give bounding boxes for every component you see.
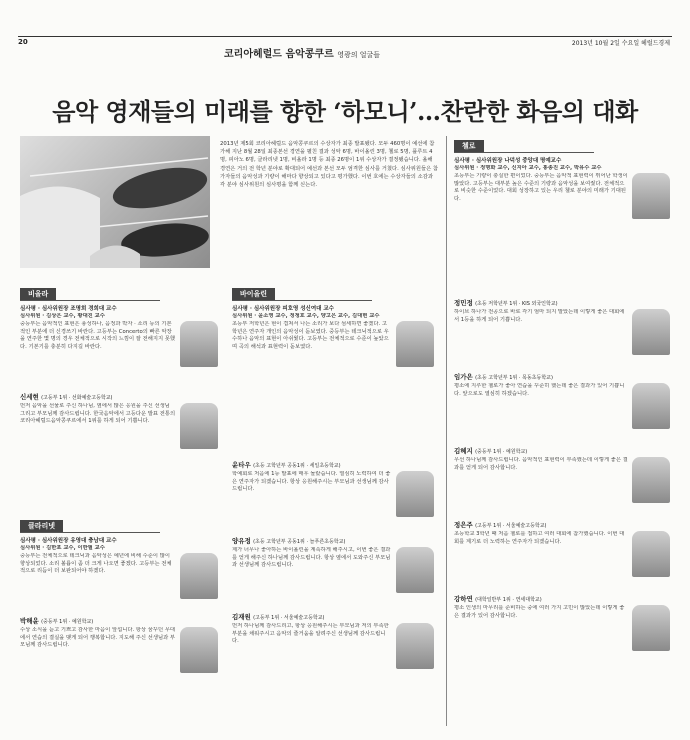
viola-judges: 심사위원 · 김상은 교수, 황대진 교수 <box>20 313 105 319</box>
violin-review: 초등부 저학년은 현이 겹쳐서 나는 소리가 보다 섬세하면 좋겠다. 고학년은 연주자 개인의 음악성이 돋보였다. 중등부는 테크닉적으로 우수하나 음악의 표현이 아쉬웠다. 고등부는 전체적으로 수준이 높았으며 곡의 해석과 표현력이 돋보였다. <box>232 320 389 351</box>
violin-winner2-text: 제가 너무나 좋아하는 바이올린을 계속하게 해주시고, 이번 좋은 결과를 얻게 해주신 하나님께 감사드립니다. 항상 옆에서 도와주신 부모님과 선생님께 감사드립니다. <box>232 546 391 569</box>
column-divider <box>446 136 447 726</box>
cello-w3-name: 김혜지 <box>454 446 473 455</box>
cello-w3-text: 우선 하나님께 감사드립니다. 음악적인 표현력이 부족했는데 이렇게 좋은 결과를 얻게 되어 감사합니다. <box>454 456 628 471</box>
violin-winner3-meta: (고등부 1위 · 서울예술고등학교) <box>253 614 325 621</box>
viola-winner <box>20 393 220 403</box>
violin-winner1-photo <box>396 471 434 517</box>
clarinet-judge-head: 심사평 · 심사위원장 유영대 충남대 교수 <box>20 538 117 544</box>
violin-judges: 심사위원 · 윤소영 교수, 정청호 교수, 양고은 교수, 김대현 교수 <box>232 313 380 319</box>
cello-judge-head: 심사평 · 심사위원장 나덕성 중앙대 명예교수 <box>454 158 562 164</box>
cello-w5-name: 강하연 <box>454 594 473 603</box>
cello-section <box>454 140 674 651</box>
cello-w5-meta: (대학일반부 1위 · 연세대학교) <box>475 596 542 603</box>
clarinet-judge-photo <box>180 553 218 599</box>
clarinet-winner-text: 수상 소식을 듣고 기쁘고 감사한 마음이 앞섭니다. 항상 꿈꾸던 무대에서 연습의 결실을 맺게 되어 행복합니다. 지도해 주신 선생님과 부모님께 감사드립니다. <box>20 626 175 649</box>
cello-judges: 심사위원 · 정명화 교수, 신지아 교수, 홍종진 교수, 박유수 교수 <box>454 165 602 171</box>
violin-judge-photo <box>396 321 434 367</box>
cello-w4-name: 정은주 <box>454 520 473 529</box>
violin-winner3-photo <box>396 623 434 669</box>
violin-tag: 바이올린 <box>232 288 372 301</box>
viola-review: 중등부는 음악적인 표현은 풍성하나, 음정과 박자 · 소리 등의 기본적인 부분에 더 신경쓰기 바란다. 고등부는 Concerto의 빠른 악장을 연주한 몇 명의 경우 전체적으로 시작의 느낌이 잘 전해지지 못했다. 기본기를 충분히 다지길 바란다. <box>20 320 175 351</box>
clarinet-section <box>20 520 220 675</box>
viola-winner-text: 먼저 음악을 선물로 주신 하나님, 옆에서 많은 응원을 주신 선생님 그리고 부모님께 감사드립니다. 한국음악에서 고등다운 발표 전통의 코리아헤럴드음악콩쿠르에서 1위를 하게 되어 기쁩니다. <box>20 402 176 425</box>
cello-judge-photo <box>632 173 670 219</box>
clarinet-judges: 심사위원 · 김한포 교수, 이한필 교수 <box>20 545 105 551</box>
banner-title: 코리아헤럴드 음악콩쿠르 <box>224 49 334 60</box>
cello-review: 초등부는 기량이 충실한 편이었다. 중등부는 음악적 표현력이 뛰어난 학생이 많았다. 고등부는 대부분 높은 수준의 기량과 음악성을 보여줬다. 전체적으로 비슷한 수준이었다. 대회 성장하고 있는 우리 첼로 분야의 미래가 기대된다. <box>454 172 628 203</box>
cello-tag: 첼로 <box>454 140 594 153</box>
viola-winner-name: 신세현 <box>20 392 39 401</box>
viola-judge-head: 심사평 · 심사위원장 조명희 경희대 교수 <box>20 306 117 312</box>
violinists-image <box>20 136 210 268</box>
cello-w2-text: 평소에 지루한 첼로가 좋아 연습을 꾸준히 했는데 좋은 결과가 있어 기쁩니다. 앞으로도 열심히 하겠습니다. <box>454 382 625 397</box>
cello-w2-meta: (초등 고학년부 1위 · 목동초등학교) <box>475 374 553 381</box>
clarinet-review: 중등부는 전체적으로 테크닉과 음악성은 예년에 비해 수준이 많이 향상되었다. 소리 볼륨이 좀 더 크게 나오면 좋겠다. 고등부는 전체적으로 리듬이 더 보완되어야 하겠다. <box>20 552 172 575</box>
cello-w3-meta: (중등부 1위 · 예원학교) <box>475 448 528 455</box>
cello-w1-photo <box>632 309 670 355</box>
cello-w2-name: 임가은 <box>454 372 473 381</box>
clarinet-winner-photo <box>180 627 218 673</box>
banner-subtitle: 영광의 얼굴들 <box>337 51 381 59</box>
violin-winner1-meta: (초등 고학년부 공동1위 · 세일초등학교) <box>253 462 341 469</box>
cello-w3-photo <box>632 457 670 503</box>
cello-w1-name: 정민정 <box>454 298 473 307</box>
violin-winner3-text: 먼저 하나님께 감사드리고, 항상 응원해주시는 부모님과 저의 부족한 부분을 채워주시고 음악의 즐거움을 알려주신 선생님께 감사드립니다. <box>232 622 389 645</box>
cello-w4-text: 초등학교 3학년 때 처음 첼로를 접하고 여러 대회에 참가했습니다. 이번 대회를 계기로 더 노력하는 연주자가 되겠습니다. <box>454 530 625 545</box>
cello-w1-text: 하이브 하나가 전공으로 바로 각기 엄마 되지 말았는데 이렇게 좋은 대회에서 1등을 하게 되어 기쁩니다. <box>454 308 625 323</box>
cello-w4-photo <box>632 531 670 577</box>
page-number: 20 <box>18 38 28 46</box>
viola-judge-photo <box>180 321 218 367</box>
clarinet-tag: 클라리넷 <box>20 520 160 533</box>
viola-winner-photo <box>180 403 218 449</box>
viola-section <box>20 288 220 451</box>
clarinet-winner-meta: (중등부 1위 · 예원학교) <box>41 618 94 625</box>
violin-winner2-name: 양유정 <box>232 536 251 545</box>
cello-w4-meta: (고등부 1위 · 서울예술고등학교) <box>475 522 547 529</box>
intro-paragraph: 2013년 제5회 코리아헤럴드 음악콩쿠르의 수상자가 최종 발표됐다. 모두 460명이 예선에 참가해 지난 8월 28일 최종본선 경연을 펼친 결과 성악 6명, 바이올린 3명, 첼로 5명, 플루트 4명, 피아노 6명, 클라리넷 1명, 비올라 1명 등 최종 26명이 1위 수상자가 결정됐습니다. 올해 경연은 거의 전 학년 분야로 확대되어 예선과 본선 모두 엄격한 심사를 거쳤다. 심사위원들은 참가자들의 음악성과 기량이 해마다 향상되고 있다고 평가했다. 이번 호에는 수상자들의 소감과 각 분야 심사위원의 심사평을 함께 싣는다. <box>220 141 439 189</box>
cello-w2-photo <box>632 383 670 429</box>
viola-tag: 비올라 <box>20 288 160 301</box>
section-banner <box>224 45 380 60</box>
violin-winner3-name: 김재원 <box>232 612 251 621</box>
date-line: 2013년 10월 2일 수요일 헤럴드경제 <box>571 40 670 47</box>
violin-winner2-meta: (초등 고학년부 공동1위 · 늘푸른초등학교) <box>253 538 346 545</box>
violin-judge-head: 심사평 · 심사위원장 피호영 성신여대 교수 <box>232 306 334 312</box>
headline: 음악 영재들의 미래를 향한 ‘하모니’…찬란한 화음의 대화 <box>52 97 638 126</box>
cello-w5-photo <box>632 605 670 651</box>
violin-winner1-name: 윤타우 <box>232 460 251 469</box>
header-rule <box>18 36 672 37</box>
violin-winner2-photo <box>396 547 434 593</box>
cello-w5-text: 평소 인생의 마무리를 준비하는 중에 여러 가지 고민이 많았는데 이렇게 좋은 결과가 있어 감사합니다. <box>454 604 625 619</box>
violin-winner1-text: 학예회로 처음에 1등 발표에 매우 놀랐습니다. 열심히 노력하여 더 좋은 연주자가 되겠습니다. 항상 응원해주시는 부모님과 선생님께 감사드립니다. <box>232 470 391 493</box>
clarinet-winner-name: 박해윤 <box>20 616 39 625</box>
violin-section <box>232 288 438 671</box>
cello-w1-meta: (초등 저학년부 1위 · KIS 외국인학교) <box>475 300 558 307</box>
viola-winner-meta: (고등부 1위 · 선화예술고등학교) <box>41 394 113 401</box>
lead-photo <box>20 136 210 268</box>
